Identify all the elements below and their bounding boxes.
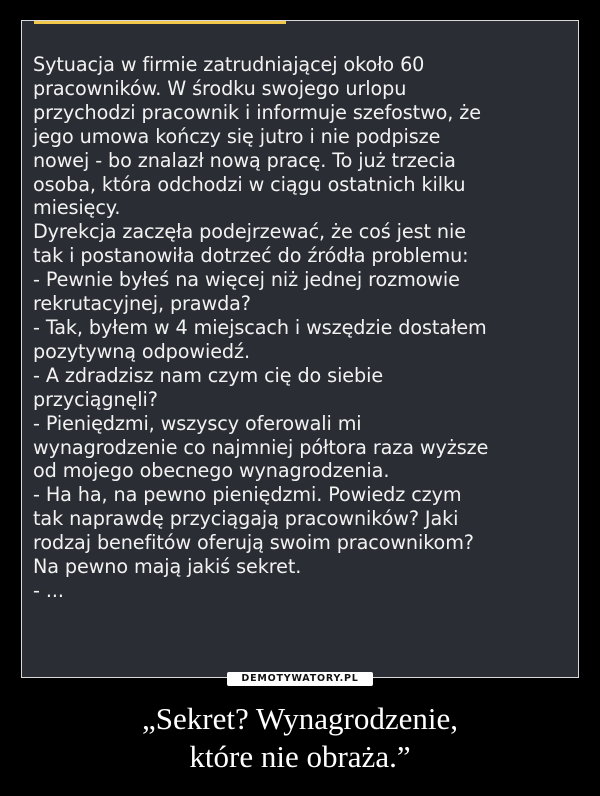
caption-line-2: które nie obraża.” — [189, 739, 411, 774]
caption-line-1: „Sekret? Wynagrodzenie, — [141, 701, 459, 736]
post-text-line: nowej - bo znalazł nową pracę. To już trzecia — [33, 148, 456, 172]
post-text-line: Sytuacja w firmie zatrudniającej około 60 — [33, 53, 425, 76]
post-text-line: - ... — [33, 578, 64, 602]
post-text-line: - A zdradzisz nam czym cię do siebie — [33, 363, 384, 387]
post-text-line: tak i postanowiła dotrzeć do źródła problemu: — [33, 244, 469, 268]
post-text-line: pracowników. W środku swojego urlopu — [33, 76, 407, 100]
post-text-line: rodzaj benefitów oferują swoim pracownikom? — [33, 531, 474, 555]
post-text-line: Na pewno mają jakiś sekret. — [33, 555, 302, 579]
post-text-line: - Pieniędzmi, wszyscy oferowali mi — [33, 411, 362, 435]
post-text-line: osoba, która odchodzi w ciągu ostatnich kilku — [33, 172, 466, 196]
post-text-line: - Pewnie byłeś na więcej niż jednej rozmowie — [33, 268, 460, 292]
post-text-line: rekrutacyjnej, prawda? — [33, 292, 251, 316]
post-text-line: - Ha ha, na pewno pieniędzmi. Powiedz czym — [33, 483, 462, 507]
caption — [0, 700, 600, 776]
post-text — [33, 53, 569, 603]
post-text-line: - Tak, byłem w 4 miejscach i wszędzie dostałem — [33, 315, 487, 339]
watermark-badge: DEMOTYWATORY.PL — [227, 672, 373, 686]
post-text-line: Dyrekcja zaczęła podejrzewać, że coś jest nie — [33, 220, 466, 244]
post-text-line: miesięcy. — [33, 196, 121, 220]
post-text-line: przyciągnęli? — [33, 387, 158, 411]
accent-line — [34, 21, 286, 24]
post-text-line: pozytywną odpowiedź. — [33, 339, 250, 363]
post-text-line: od mojego obecnego wynagrodzenia. — [33, 459, 390, 483]
post-text-line: jego umowa kończy się jutro i nie podpisze — [33, 124, 441, 148]
post-image-frame — [21, 20, 579, 678]
post-text-line: tak naprawdę przyciągają pracowników? Jaki — [33, 507, 459, 531]
post-text-line: wynagrodzenie co najmniej półtora raza wyższe — [33, 435, 489, 459]
post-text-line: przychodzi pracownik i informuje szefostwo, że — [33, 100, 481, 124]
